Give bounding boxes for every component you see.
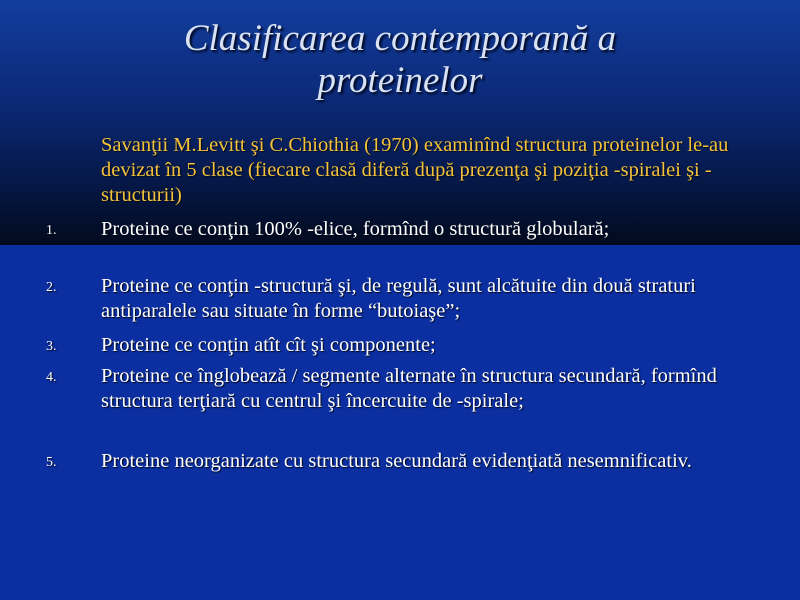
list-item-number: 5. (46, 455, 57, 470)
list-item-text: Proteine ce conţin atît cît şi componente; (101, 334, 436, 356)
list-item-number: 3. (46, 339, 57, 354)
list-item-text: Proteine neorganizate cu structura secundară evidenţiată nesemnificativ. (101, 450, 692, 472)
list-item (46, 449, 766, 474)
list-item-number: 2. (46, 280, 57, 295)
slide-title (0, 18, 800, 102)
list-item (46, 333, 766, 358)
slide-title-line2: proteinelor (317, 60, 483, 101)
list-item (46, 364, 766, 414)
list-item (46, 217, 766, 242)
slide-title-line1: Clasificarea contemporană a (183, 18, 617, 59)
list-item-text: Proteine ce conţin 100% -elice, formînd o structură globulară; (101, 218, 610, 240)
list-item-number: 4. (46, 370, 57, 385)
list-item-text: Proteine ce conţin -structură şi, de regulă, sunt alcătuite din două straturi antiparalele sau situate în forme “butoiaşe”; (101, 275, 696, 322)
list-item-text: Proteine ce înglobează / segmente alternate în structura secundară, formînd structura terţiară cu centrul şi încercuite de -spirale; (101, 365, 717, 412)
list-item-number: 1. (46, 223, 57, 238)
intro-paragraph: Savanţii M.Levitt şi C.Chiothia (1970) examinînd structura proteinelor le-au devizat în 5 clase (fiecare clasă diferă după prezenţa şi poziţia -spiralei şi -structurii) (101, 134, 729, 206)
list-item (46, 274, 766, 324)
